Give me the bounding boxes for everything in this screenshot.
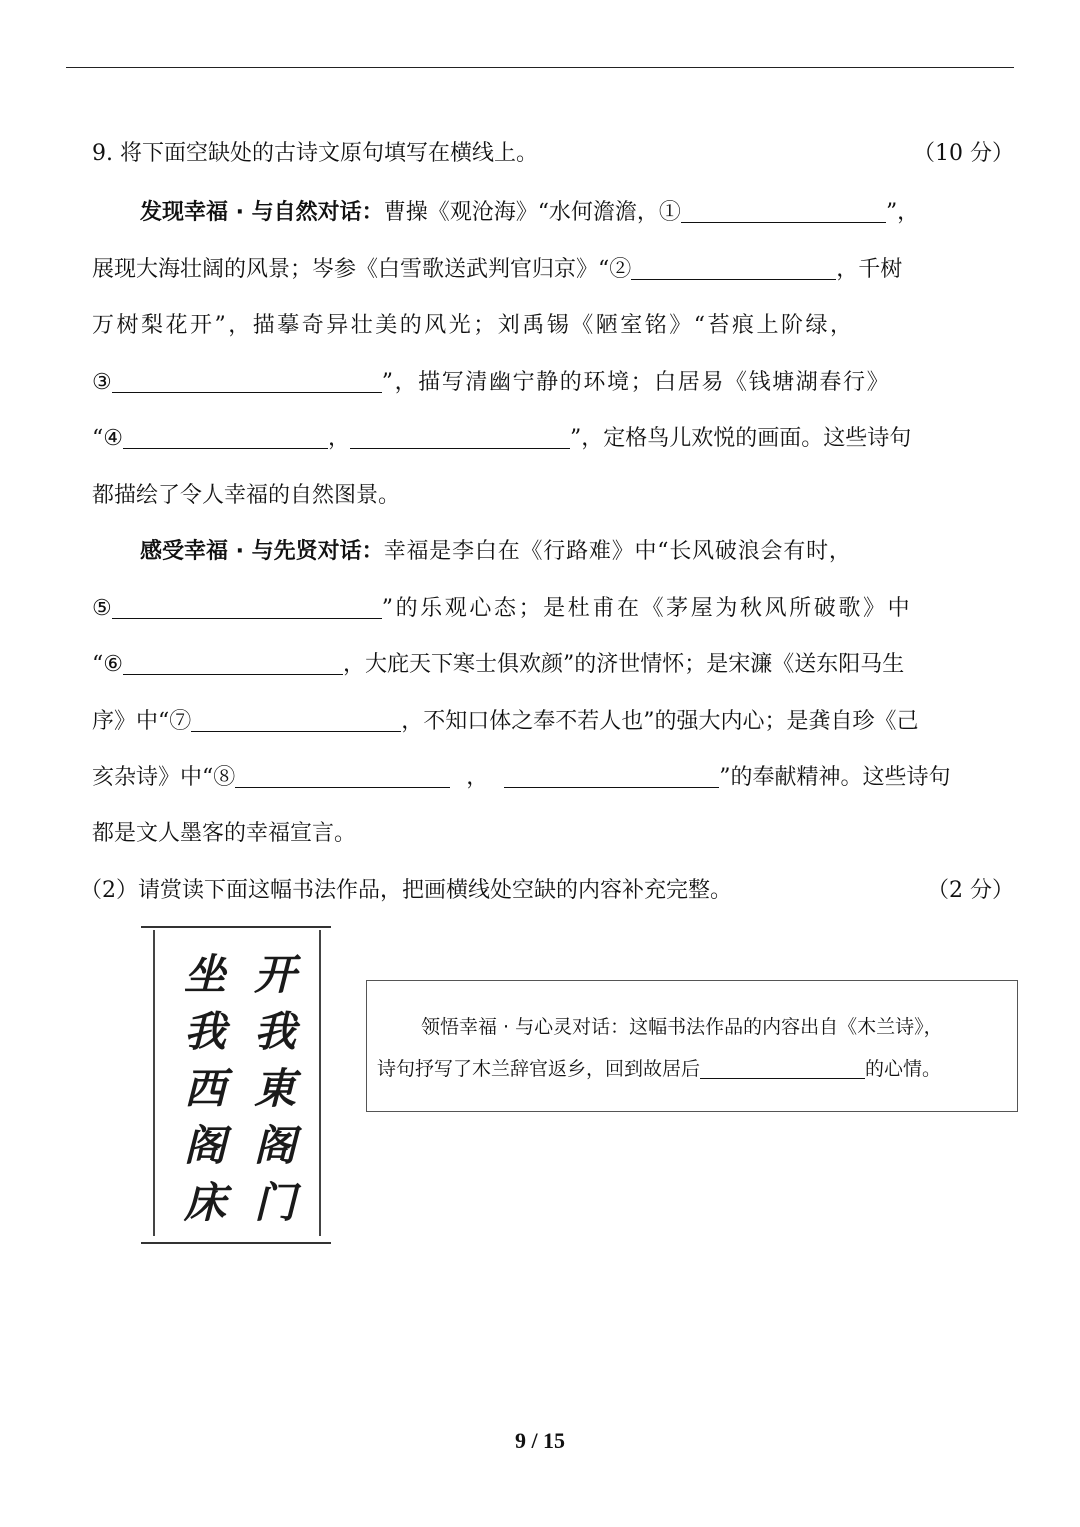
section1-line3 [92,309,1014,343]
section2-text: 都是文人墨客的幸福宣言。 [92,821,357,846]
section2-text: ，不知口体之奉不若人也”的强大内心；是龚自珍《己 [401,709,919,734]
section1-text: 展现大海壮阔的风景；岑参《白雪歌送武判官归京》“② [92,257,632,282]
section2-text: ， [466,765,489,790]
section2-line3 [92,648,1014,682]
section1-text: 万树梨花开”，描摹奇异壮美的风光；刘禹锡《陋室铭》“苔痕上阶绿， [92,313,855,338]
section1-text: ，千树 [836,257,903,282]
blank-8b[interactable] [504,761,719,788]
section2-line4 [92,705,1014,739]
section1-line4 [92,366,1014,400]
blank-8a[interactable] [235,761,450,788]
calligraphy-char: 阁 [183,1121,226,1170]
calligraphy-char: 我 [183,1007,226,1056]
section1-text: ， [327,426,350,451]
section2-text: ，大庇天下寒士俱欢颜”的济世情怀；是宋濂《送东阳马生 [342,652,905,677]
calligraphy-char: 门 [253,1178,296,1227]
blank-2[interactable] [631,253,836,280]
reflection-box [366,980,1018,1112]
calligraphy-char: 坐 [183,950,226,999]
top-rule [66,67,1014,68]
blank-box[interactable] [700,1056,865,1079]
blank-4b[interactable] [350,422,570,449]
section2-text: 幸福是李白在《行路难》中“长风破浪会有时， [383,539,852,564]
section2-text: ”的奉献精神。这些诗句 [719,765,951,790]
question-title: 9. 将下面空缺处的古诗文原句填写在横线上。 [92,141,538,166]
calligraphy-char: 阁 [253,1121,296,1170]
box-text: 这幅书法作品的内容出自《木兰诗》， [629,1016,943,1038]
section1-text: ”，描写清幽宁静的环境；白居易《钱塘湖春行》 [381,370,891,395]
question-title-line [92,137,1014,171]
blank-6[interactable] [123,648,343,675]
section2-text: 亥杂诗》中“⑧ [92,765,236,790]
section2-text: 序》中“⑦ [92,709,192,734]
section1-text: ”，定格鸟儿欢悦的画面。这些诗句 [570,426,912,451]
calligraphy-scroll [141,926,331,1244]
section1-line1 [140,196,1014,230]
box-line1 [377,1012,1007,1042]
section1-heading: 发现幸福 · 与自然对话： [140,200,384,225]
blank-4a[interactable] [123,422,328,449]
calligraphy-char: 开 [253,950,296,999]
box-text: 的心情。 [865,1058,942,1080]
scroll-top-rod [141,926,331,928]
blank-5[interactable] [112,592,382,619]
page-number: 9 / 15 [514,1428,566,1453]
section2-text: ⑤ [92,596,112,621]
blank-1[interactable] [681,196,886,223]
section1-text: “④ [92,426,123,451]
section2-line1 [140,535,1014,569]
section1-line6 [92,479,1014,513]
section1-text: 都描绘了令人幸福的自然图景。 [92,483,401,508]
section1-text: ③ [92,370,112,395]
calligraphy-char: 東 [253,1064,296,1113]
section2-heading: 感受幸福 · 与先贤对话： [140,539,384,564]
part2-text: （2）请赏读下面这幅书法作品，把画横线处空缺的内容补充完整。 [80,878,732,903]
section2-line6 [92,817,1014,851]
section2-text: “⑥ [92,652,123,677]
calligraphy-right-column [247,946,303,1231]
calligraphy-left-column [177,946,233,1231]
box-heading: 领悟幸福 · 与心灵对话： [421,1016,630,1038]
section1-text: 曹操《观沧海》“水何澹澹，① [383,200,681,225]
section2-line2 [92,592,1014,626]
section2-line5 [92,761,1014,795]
calligraphy-char: 床 [183,1178,226,1227]
scroll-bottom-rod [141,1242,331,1244]
section1-line5 [92,422,1014,456]
box-text: 诗句抒写了木兰辞官返乡，回到故居后 [377,1058,701,1080]
section2-text: ”的乐观心态；是杜甫在《茅屋为秋风所破歌》中 [381,596,913,621]
part2-line [80,874,1014,908]
box-line2 [377,1054,1007,1084]
blank-7[interactable] [191,705,401,732]
calligraphy-char: 西 [183,1064,226,1113]
section1-line2 [92,253,1014,287]
part2-score: （2 分） [927,878,1014,903]
section1-text: ”， [885,200,920,225]
question-score: （10 分） [913,141,1014,166]
calligraphy-char: 我 [253,1007,296,1056]
scroll-panel [153,930,321,1236]
blank-3[interactable] [112,366,382,393]
